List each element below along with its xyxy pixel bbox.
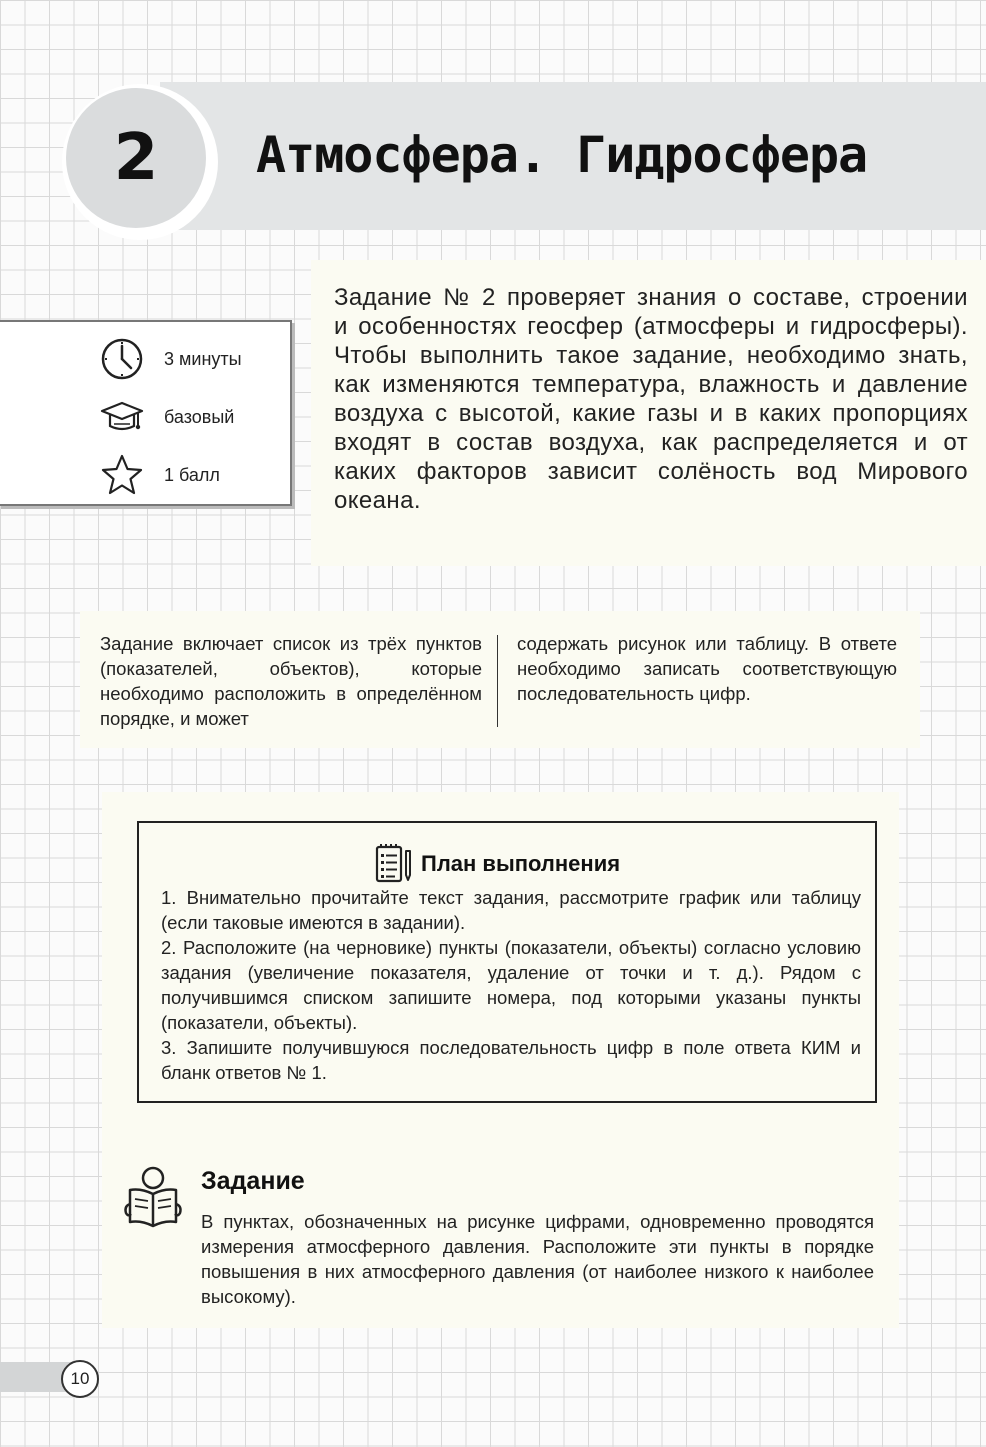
- score-label: 1 балл: [164, 464, 220, 485]
- plan-step: 1. Внимательно прочитайте текст задания, рассмотрите график или таблицу (если таковые имеются в задании).: [161, 887, 861, 933]
- level-row: [100, 397, 234, 437]
- plan-box: [137, 821, 877, 1103]
- description-column-left: Задание включает список из трёх пунктов (показателей, объектов), которые необходимо расположить в определённом порядке, и может: [100, 633, 482, 729]
- description-panel: [80, 611, 920, 748]
- plan-header: [373, 843, 620, 885]
- task-text: В пунктах, обозначенных на рисунке цифрами, одновременно проводятся измерения атмосферного давления. Расположите эти пункты в порядке повышения в них атмосферного давления (от наиболее низкого к наиболее высокому).: [201, 1211, 874, 1307]
- chapter-number-badge: [66, 88, 206, 228]
- intro-panel: [311, 260, 986, 566]
- time-row: [100, 339, 242, 379]
- page-number-label: 10: [70, 1369, 90, 1388]
- description-column-right: содержать рисунок или таблицу. В ответе необходимо записать соответствующую последовательность цифр.: [517, 633, 897, 704]
- time-label: 3 минуты: [164, 348, 242, 369]
- page-number: [61, 1360, 99, 1398]
- reader-icon: [122, 1166, 184, 1230]
- intro-text: Задание № 2 проверяет знания о составе, строении и особенностях геосфер (атмосферы и гидросферы). Чтобы выполнить такое задание, необходимо знать, как изменяются температура, влажность и давление воздуха с высотой, какие газы и в каких пропорциях входят в состав воздуха, как распределяется и от каких факторов зависит солёность вод Мирового океана.: [334, 284, 968, 514]
- checklist-icon: [373, 843, 413, 885]
- star-icon: [100, 453, 144, 497]
- graduation-cap-icon: [100, 395, 144, 439]
- clock-icon: [100, 337, 144, 381]
- plan-step: 3. Запишите получившуюся последовательность цифр в поле ответа КИМ и бланк ответов № 1.: [161, 1037, 861, 1083]
- plan-step: 2. Расположите (на черновике) пункты (показатели, объекты) согласно условию задания (увеличение показателя, удаление от точки и т. д.). Рядом с получившимся списком запишите номера, под которыми указаны пункты (показатели, объекты).: [161, 937, 861, 1033]
- level-label: базовый: [164, 406, 235, 427]
- score-row: [100, 455, 220, 495]
- chapter-number: 2: [113, 121, 159, 195]
- plan-title: План выполнения: [421, 851, 621, 876]
- task-title: Задание: [201, 1167, 305, 1195]
- page-title: Атмосфера. Гидросфера: [256, 126, 868, 184]
- plan-steps: [161, 885, 861, 1085]
- task-info-box: [0, 320, 292, 506]
- column-divider: [497, 635, 498, 727]
